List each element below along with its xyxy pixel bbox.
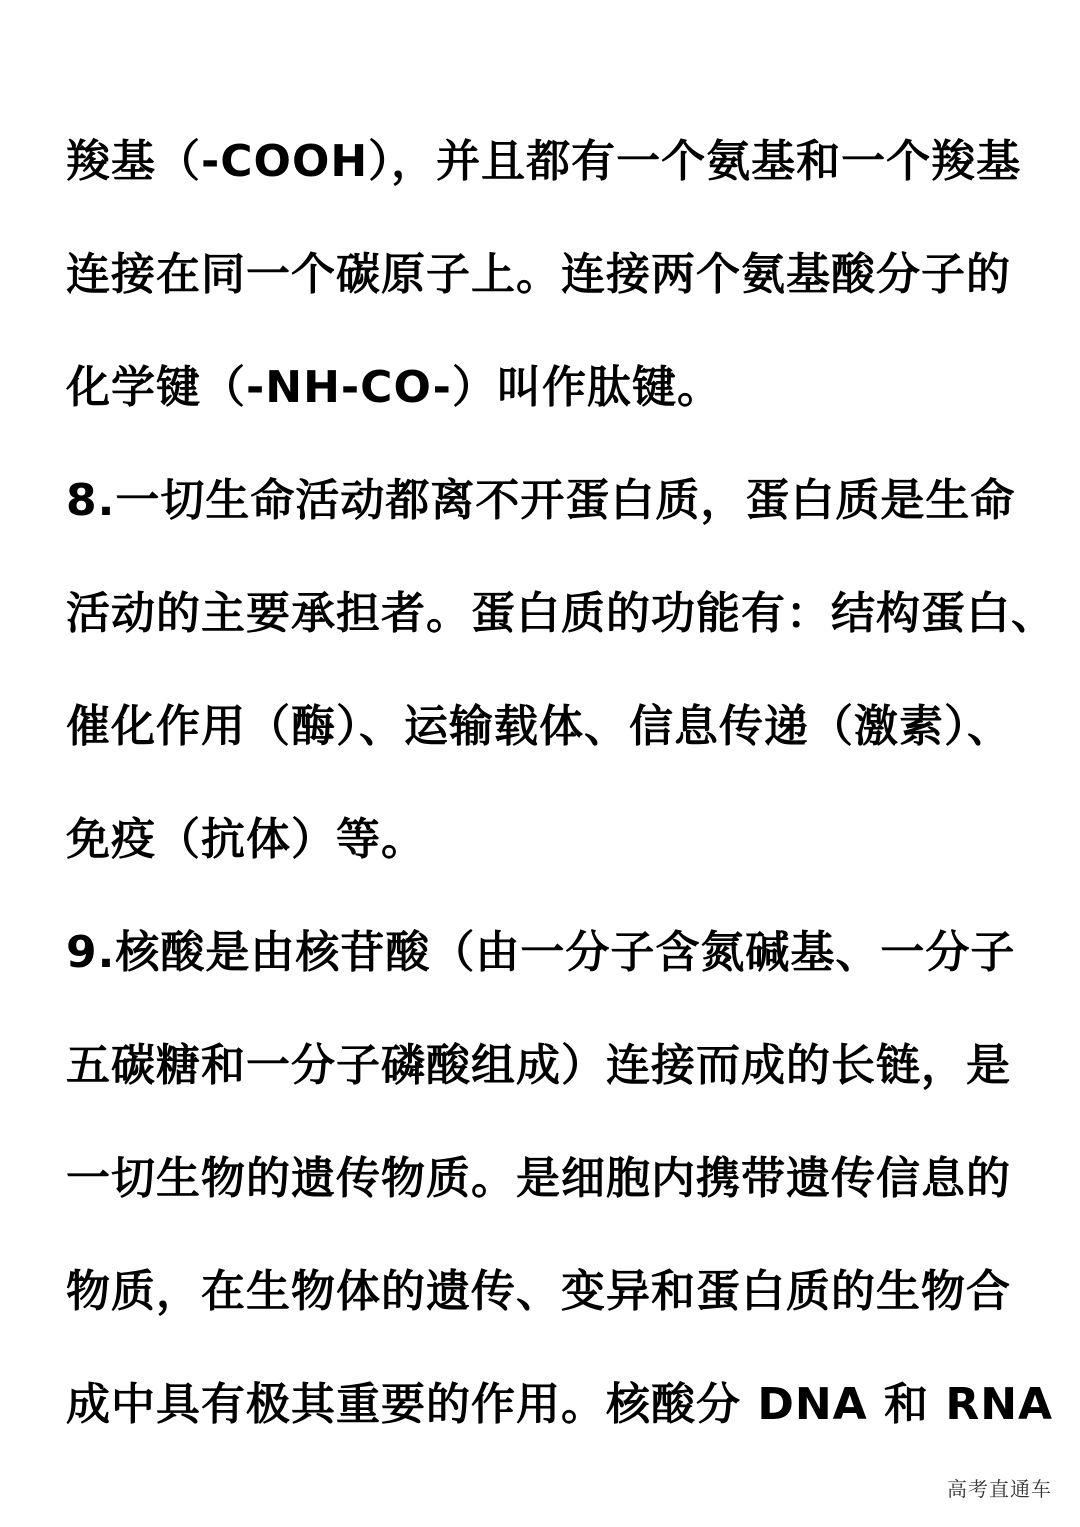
text-line: 9.核酸是由核苷酸（由一分子含氮碱基、一分子 [66, 927, 1016, 978]
text-line: 催化作用（酶）、运输载体、信息传递（激素）、 [66, 701, 1012, 752]
text-line: 一切生物的遗传物质。是细胞内携带遗传信息的 [66, 1153, 1011, 1204]
text-line: 物质，在生物体的遗传、变异和蛋白质的生物合 [66, 1266, 1011, 1317]
text-line: 五碳糖和一分子磷酸组成）连接而成的长链，是 [66, 1040, 1011, 1091]
text-line: 8.一切生命活动都离不开蛋白质，蛋白质是生命 [66, 475, 1016, 526]
text-line: 成中具有极其重要的作用。核酸分 DNA 和 RNA [66, 1379, 1054, 1430]
text-line: 羧基（-COOH），并且都有一个氨基和一个羧基 [66, 136, 1022, 187]
text-line: 化学键（-NH-CO-）叫作肽键。 [66, 362, 722, 413]
text-line: 连接在同一个碳原子上。连接两个氨基酸分子的 [66, 249, 1011, 300]
watermark: 高考直通车 [947, 1477, 1052, 1501]
text-line: 活动的主要承担者。蛋白质的功能有：结构蛋白、 [66, 588, 1056, 639]
text-line: 免疫（抗体）等。 [66, 814, 426, 865]
